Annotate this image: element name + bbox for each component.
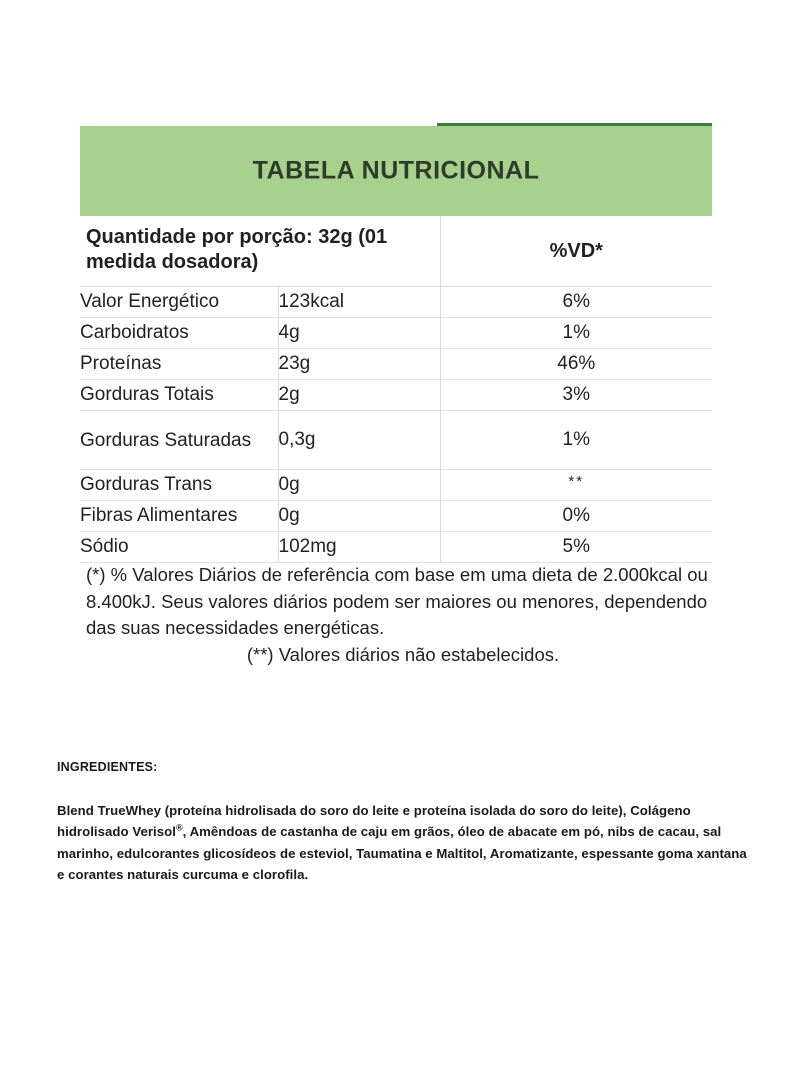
nutrient-name: Gorduras Totais — [80, 380, 278, 411]
nutrient-vd: 1% — [440, 318, 712, 349]
table-row — [80, 349, 712, 380]
ingredients-heading: INGREDIENTES: — [57, 760, 158, 774]
ingredients-text-part-1: Blend TrueWhey (proteína hidrolisada do soro do leite e proteína isolada do soro do leite), Colágeno hidrolisado Verisol — [57, 803, 691, 840]
not-established-marker: ** — [568, 473, 585, 491]
header-accent-rule — [437, 123, 712, 126]
nutrient-value: 2g — [278, 380, 440, 411]
nutrient-value: 4g — [278, 318, 440, 349]
nutrient-value: 0g — [278, 501, 440, 532]
daily-value-header: %VD* — [440, 216, 712, 287]
nutrient-name: Gorduras Trans — [80, 470, 278, 501]
not-established-footnote: (**) Valores diários não estabelecidos. — [246, 643, 560, 665]
nutrient-value: 123kcal — [278, 287, 440, 318]
nutrition-panel — [80, 126, 712, 563]
nutrient-vd: 46% — [440, 349, 712, 380]
table-row — [80, 411, 712, 470]
table-row — [80, 380, 712, 411]
nutrient-name: Valor Energético — [80, 287, 278, 318]
nutrient-name: Carboidratos — [80, 318, 278, 349]
table-row — [80, 287, 712, 318]
table-header-row — [80, 216, 712, 287]
ingredients-section — [57, 760, 751, 886]
nutrient-name: Sódio — [80, 532, 278, 563]
table-row — [80, 470, 712, 501]
nutrient-value: 0g — [278, 470, 440, 501]
nutrient-name: Proteínas — [80, 349, 278, 380]
nutrient-vd: 0% — [440, 501, 712, 532]
table-row — [80, 501, 712, 532]
nutrition-table — [80, 216, 712, 563]
footnotes — [86, 562, 720, 669]
nutrient-vd — [440, 470, 712, 501]
table-row — [80, 318, 712, 349]
ingredients-text — [57, 800, 751, 886]
ingredients-text-part-2: , Amêndoas de castanha de caju em grãos, óleo de abacate em pó, nibs de cacau, sal marinho, edulcorantes glicosídeos de esteviol, Taumatina e Maltitol, Aromatizante, espessante goma xantana e corantes naturais curcuma e clorofila. — [57, 824, 747, 883]
nutrient-name: Gorduras Saturadas — [80, 411, 278, 470]
nutrient-vd: 5% — [440, 532, 712, 563]
panel-header — [80, 126, 712, 216]
nutrient-value: 0,3g — [278, 411, 440, 470]
nutrient-vd: 3% — [440, 380, 712, 411]
page-title: TABELA NUTRICIONAL — [252, 156, 540, 185]
nutrient-vd: 6% — [440, 287, 712, 318]
nutrient-value: 102mg — [278, 532, 440, 563]
nutrient-value: 23g — [278, 349, 440, 380]
serving-size-header: Quantidade por porção: 32g (01 medida dosadora) — [80, 216, 440, 287]
registered-trademark-icon: ® — [175, 822, 183, 833]
daily-values-footnote: (*) % Valores Diários de referência com base em uma dieta de 2.000kcal ou 8.400kJ. Seus valores diários podem ser maiores ou menores, dependendo das suas necessidades energéticas. — [86, 564, 708, 639]
nutrient-vd: 1% — [440, 411, 712, 470]
table-row — [80, 532, 712, 563]
nutrient-name: Fibras Alimentares — [80, 501, 278, 532]
